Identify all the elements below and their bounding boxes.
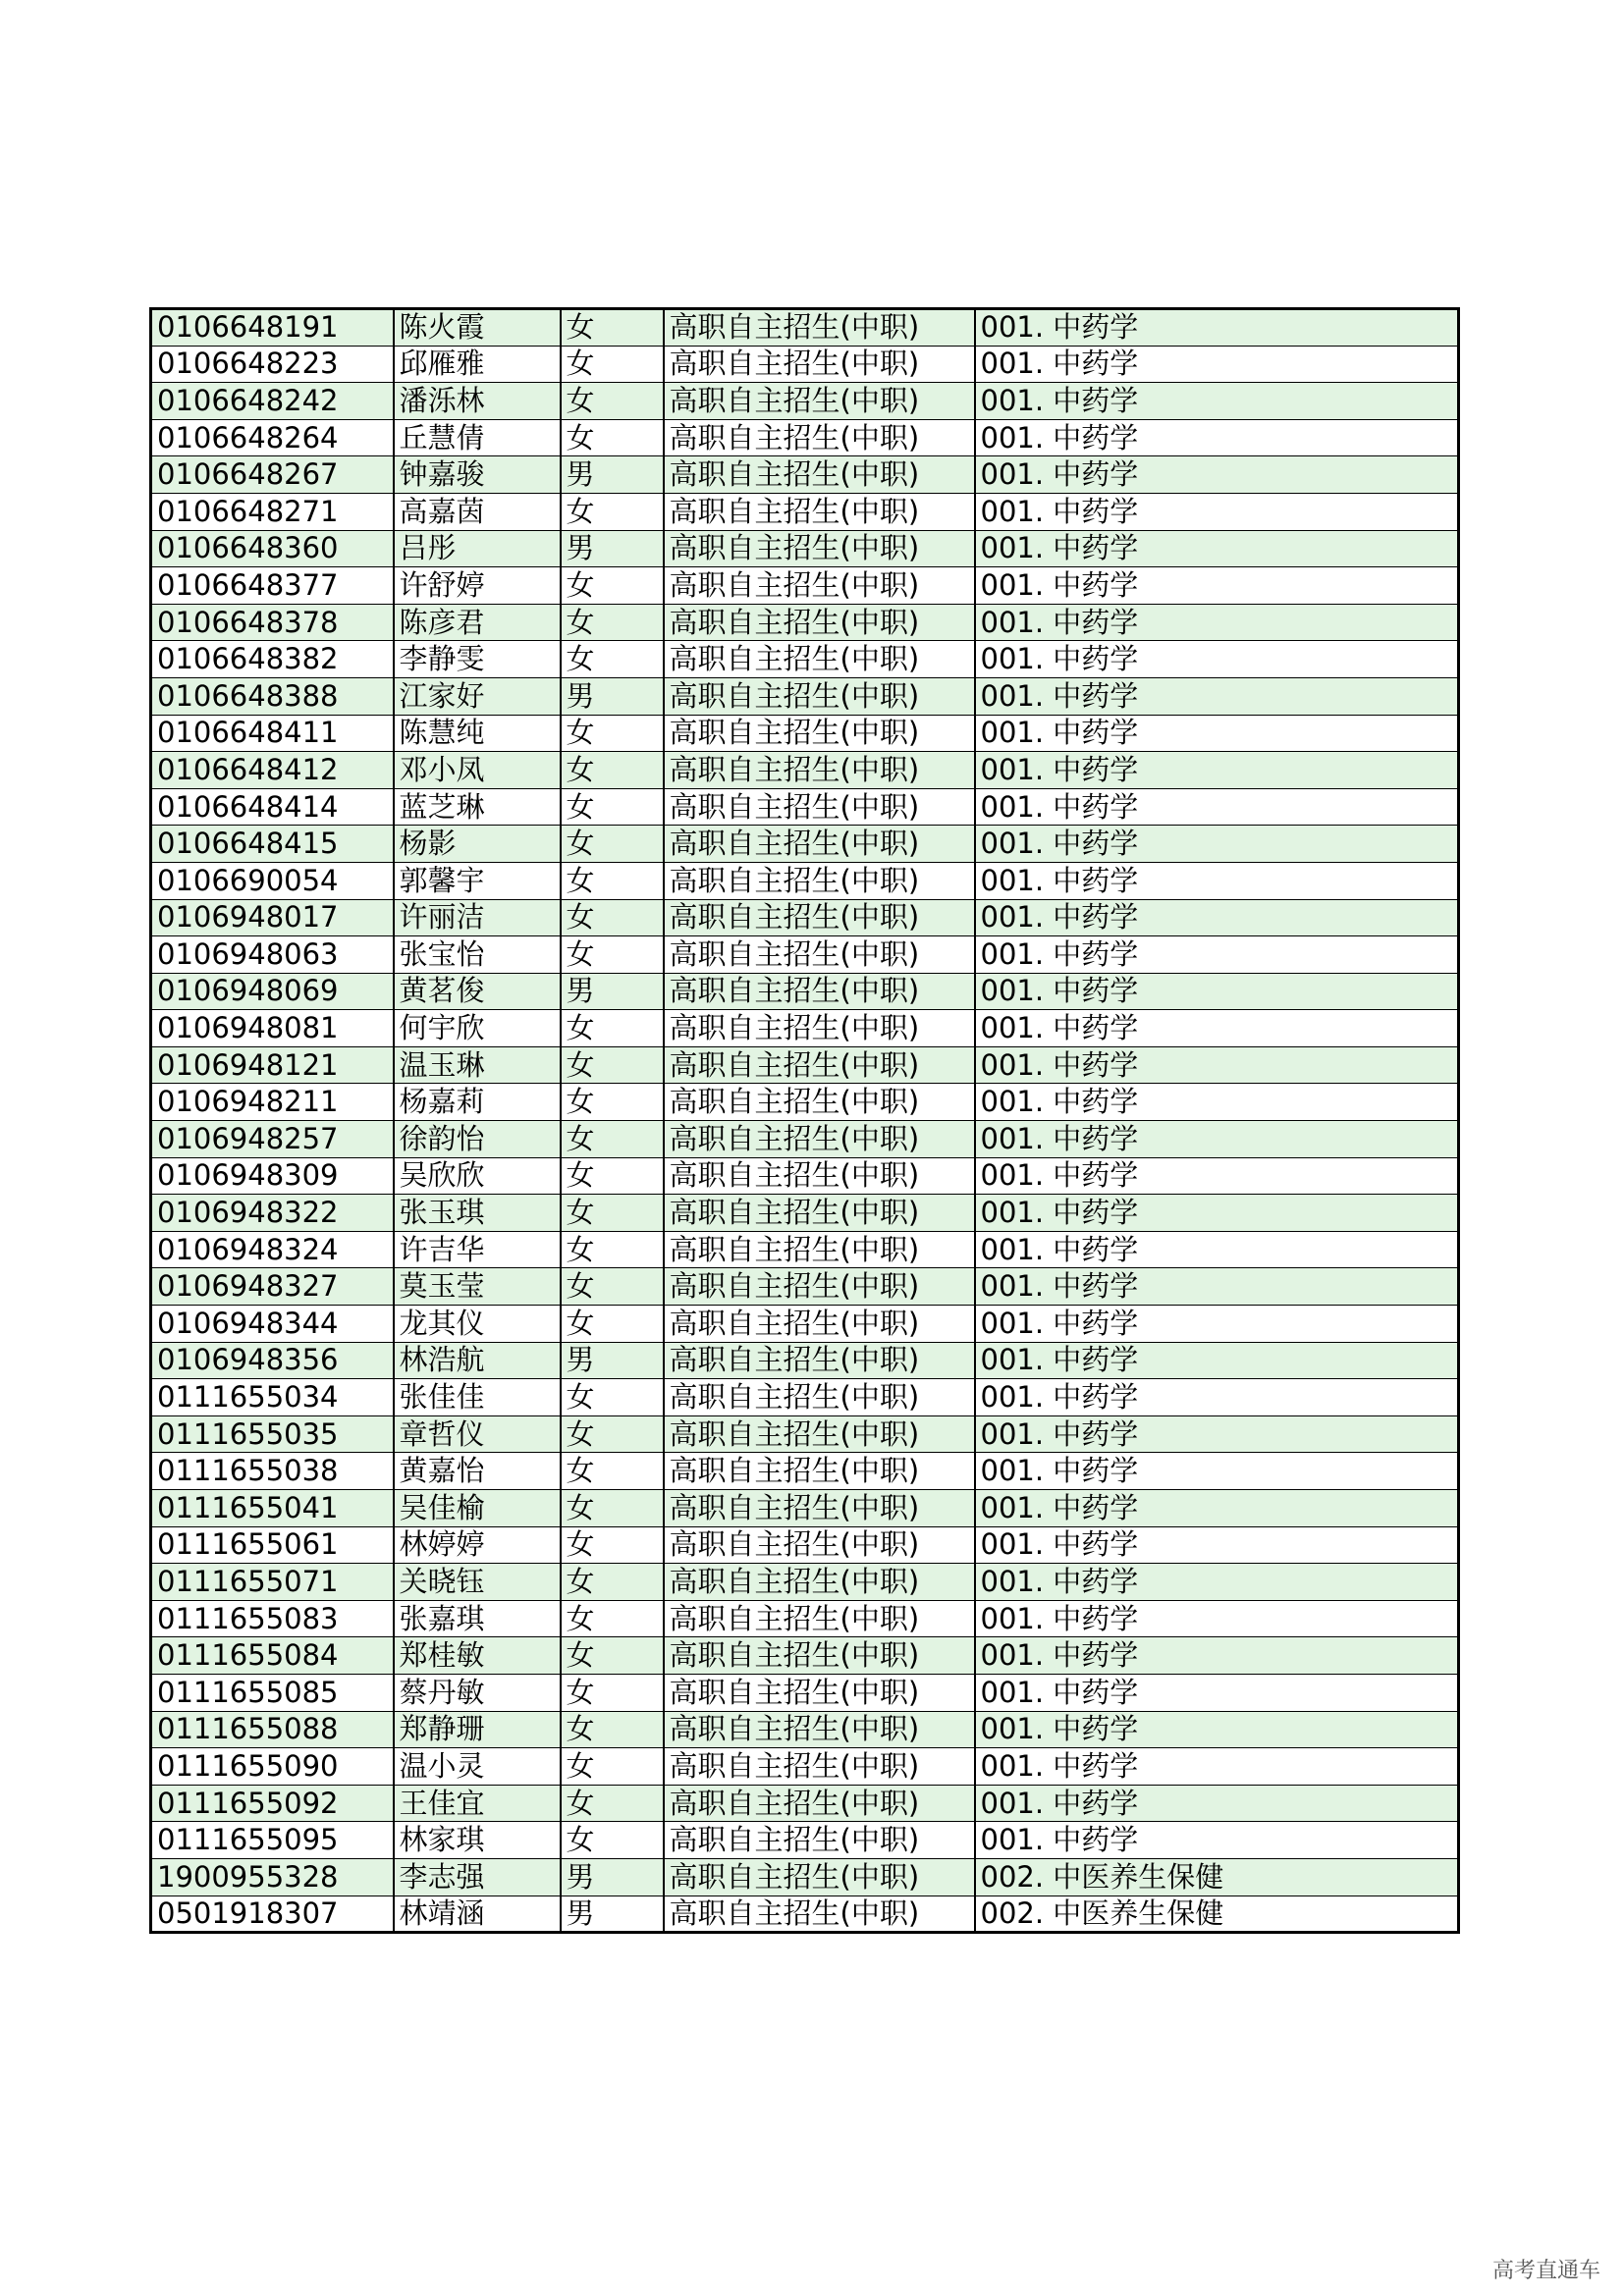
student-name-cell: 蓝芝琳	[394, 788, 561, 826]
table-row	[151, 1453, 1459, 1490]
student-name-cell: 何宇欣	[394, 1010, 561, 1047]
admission-type-cell: 高职自主招生(中职)	[664, 677, 975, 715]
admission-type-cell: 高职自主招生(中职)	[664, 1896, 975, 1933]
student-name-cell: 杨影	[394, 826, 561, 863]
student-id-cell: 0106948069	[151, 973, 394, 1010]
admission-type-cell: 高职自主招生(中职)	[664, 1785, 975, 1822]
admission-type-cell: 高职自主招生(中职)	[664, 1306, 975, 1343]
table-row	[151, 1600, 1459, 1637]
table-row	[151, 1415, 1459, 1453]
major-cell: 001. 中药学	[975, 1195, 1459, 1232]
student-id-cell: 0111655035	[151, 1415, 394, 1453]
major-cell: 002. 中医养生保健	[975, 1896, 1459, 1933]
admission-type-cell: 高职自主招生(中职)	[664, 1600, 975, 1637]
table-row	[151, 1046, 1459, 1084]
student-name-cell: 吴佳榆	[394, 1490, 561, 1527]
admission-type-cell: 高职自主招生(中职)	[664, 1748, 975, 1786]
student-id-cell: 0106648377	[151, 567, 394, 605]
admission-type-cell: 高职自主招生(中职)	[664, 1010, 975, 1047]
major-cell: 001. 中药学	[975, 567, 1459, 605]
student-name-cell: 杨嘉莉	[394, 1084, 561, 1121]
student-name-cell: 吴欣欣	[394, 1157, 561, 1195]
student-id-cell: 0106648267	[151, 456, 394, 494]
student-name-cell: 许舒婷	[394, 567, 561, 605]
admission-type-cell: 高职自主招生(中职)	[664, 752, 975, 789]
major-cell: 001. 中药学	[975, 1306, 1459, 1343]
gender-cell: 女	[561, 604, 664, 641]
gender-cell: 女	[561, 1415, 664, 1453]
gender-cell: 女	[561, 1564, 664, 1601]
admission-type-cell: 高职自主招生(中职)	[664, 1711, 975, 1748]
gender-cell: 女	[561, 383, 664, 420]
admission-type-cell: 高职自主招生(中职)	[664, 346, 975, 383]
gender-cell: 女	[561, 1785, 664, 1822]
gender-cell: 女	[561, 346, 664, 383]
student-id-cell: 0106948211	[151, 1084, 394, 1121]
gender-cell: 女	[561, 862, 664, 899]
gender-cell: 女	[561, 899, 664, 936]
admission-type-cell: 高职自主招生(中职)	[664, 1379, 975, 1416]
student-name-cell: 陈火霞	[394, 309, 561, 347]
student-name-cell: 张佳佳	[394, 1379, 561, 1416]
gender-cell: 女	[561, 715, 664, 752]
student-id-cell: 0106948322	[151, 1195, 394, 1232]
major-cell: 001. 中药学	[975, 346, 1459, 383]
student-name-cell: 黄嘉怡	[394, 1453, 561, 1490]
table-row	[151, 1342, 1459, 1379]
student-id-cell: 0106948257	[151, 1121, 394, 1158]
table-row	[151, 309, 1459, 347]
major-cell: 001. 中药学	[975, 1490, 1459, 1527]
table-row	[151, 677, 1459, 715]
student-id-cell: 0106648191	[151, 309, 394, 347]
student-name-cell: 高嘉茵	[394, 493, 561, 530]
admission-type-cell: 高职自主招生(中职)	[664, 1637, 975, 1675]
student-name-cell: 林浩航	[394, 1342, 561, 1379]
student-name-cell: 温小灵	[394, 1748, 561, 1786]
gender-cell: 女	[561, 1195, 664, 1232]
student-id-cell: 0106948309	[151, 1157, 394, 1195]
student-id-cell: 0106948327	[151, 1268, 394, 1306]
major-cell: 001. 中药学	[975, 752, 1459, 789]
student-id-cell: 0106648412	[151, 752, 394, 789]
student-name-cell: 林靖涵	[394, 1896, 561, 1933]
major-cell: 001. 中药学	[975, 604, 1459, 641]
table-row	[151, 383, 1459, 420]
student-id-cell: 0111655071	[151, 1564, 394, 1601]
admission-type-cell: 高职自主招生(中职)	[664, 1157, 975, 1195]
student-id-cell: 0111655038	[151, 1453, 394, 1490]
gender-cell: 男	[561, 456, 664, 494]
major-cell: 001. 中药学	[975, 530, 1459, 567]
table-row	[151, 1785, 1459, 1822]
gender-cell: 女	[561, 1453, 664, 1490]
student-name-cell: 许吉华	[394, 1231, 561, 1268]
gender-cell: 女	[561, 419, 664, 456]
gender-cell: 男	[561, 1342, 664, 1379]
admission-type-cell: 高职自主招生(中职)	[664, 641, 975, 678]
admission-type-cell: 高职自主招生(中职)	[664, 1415, 975, 1453]
major-cell: 001. 中药学	[975, 788, 1459, 826]
student-id-cell: 0111655092	[151, 1785, 394, 1822]
student-id-cell: 0106690054	[151, 862, 394, 899]
student-name-cell: 吕彤	[394, 530, 561, 567]
major-cell: 001. 中药学	[975, 1564, 1459, 1601]
student-name-cell: 陈彦君	[394, 604, 561, 641]
major-cell: 001. 中药学	[975, 973, 1459, 1010]
gender-cell: 女	[561, 936, 664, 974]
student-name-cell: 张玉琪	[394, 1195, 561, 1232]
major-cell: 001. 中药学	[975, 1010, 1459, 1047]
gender-cell: 女	[561, 1231, 664, 1268]
student-name-cell: 林婷婷	[394, 1526, 561, 1564]
admission-roster-table	[149, 307, 1460, 1934]
major-cell: 001. 中药学	[975, 641, 1459, 678]
student-name-cell: 郑静珊	[394, 1711, 561, 1748]
gender-cell: 女	[561, 1121, 664, 1158]
student-id-cell: 0106648242	[151, 383, 394, 420]
gender-cell: 女	[561, 1822, 664, 1859]
major-cell: 001. 中药学	[975, 1231, 1459, 1268]
admission-type-cell: 高职自主招生(中职)	[664, 1490, 975, 1527]
admission-type-cell: 高职自主招生(中职)	[664, 1822, 975, 1859]
major-cell: 001. 中药学	[975, 677, 1459, 715]
admission-type-cell: 高职自主招生(中职)	[664, 1564, 975, 1601]
student-id-cell: 0106648271	[151, 493, 394, 530]
table-row	[151, 715, 1459, 752]
major-cell: 001. 中药学	[975, 1637, 1459, 1675]
table-row	[151, 936, 1459, 974]
major-cell: 001. 中药学	[975, 862, 1459, 899]
gender-cell: 女	[561, 752, 664, 789]
admission-type-cell: 高职自主招生(中职)	[664, 1858, 975, 1896]
major-cell: 001. 中药学	[975, 1121, 1459, 1158]
table-row	[151, 1674, 1459, 1711]
roster-body	[151, 309, 1459, 1933]
admission-type-cell: 高职自主招生(中职)	[664, 493, 975, 530]
gender-cell: 女	[561, 1490, 664, 1527]
gender-cell: 女	[561, 1526, 664, 1564]
major-cell: 001. 中药学	[975, 1415, 1459, 1453]
table-row	[151, 1748, 1459, 1786]
student-id-cell: 0106948081	[151, 1010, 394, 1047]
major-cell: 001. 中药学	[975, 309, 1459, 347]
student-id-cell: 0111655084	[151, 1637, 394, 1675]
admission-type-cell: 高职自主招生(中职)	[664, 1195, 975, 1232]
gender-cell: 女	[561, 309, 664, 347]
admission-type-cell: 高职自主招生(中职)	[664, 936, 975, 974]
admission-type-cell: 高职自主招生(中职)	[664, 1674, 975, 1711]
student-name-cell: 蔡丹敏	[394, 1674, 561, 1711]
student-id-cell: 0111655088	[151, 1711, 394, 1748]
student-id-cell: 0106948017	[151, 899, 394, 936]
admission-type-cell: 高职自主招生(中职)	[664, 604, 975, 641]
table-row	[151, 530, 1459, 567]
table-row	[151, 1157, 1459, 1195]
table-row	[151, 604, 1459, 641]
student-name-cell: 陈慧纯	[394, 715, 561, 752]
student-name-cell: 温玉琳	[394, 1046, 561, 1084]
major-cell: 001. 中药学	[975, 383, 1459, 420]
student-name-cell: 丘慧倩	[394, 419, 561, 456]
admission-type-cell: 高职自主招生(中职)	[664, 1231, 975, 1268]
major-cell: 001. 中药学	[975, 826, 1459, 863]
major-cell: 001. 中药学	[975, 1748, 1459, 1786]
table-row	[151, 567, 1459, 605]
student-name-cell: 郑桂敏	[394, 1637, 561, 1675]
gender-cell: 女	[561, 1600, 664, 1637]
student-name-cell: 邓小凤	[394, 752, 561, 789]
admission-type-cell: 高职自主招生(中职)	[664, 567, 975, 605]
student-id-cell: 0106948063	[151, 936, 394, 974]
major-cell: 001. 中药学	[975, 936, 1459, 974]
gender-cell: 男	[561, 677, 664, 715]
student-id-cell: 0106648414	[151, 788, 394, 826]
admission-type-cell: 高职自主招生(中职)	[664, 862, 975, 899]
admission-type-cell: 高职自主招生(中职)	[664, 1084, 975, 1121]
student-id-cell: 0106948121	[151, 1046, 394, 1084]
student-name-cell: 钟嘉骏	[394, 456, 561, 494]
major-cell: 001. 中药学	[975, 1084, 1459, 1121]
admission-type-cell: 高职自主招生(中职)	[664, 1526, 975, 1564]
major-cell: 001. 中药学	[975, 493, 1459, 530]
student-id-cell: 0106648264	[151, 419, 394, 456]
watermark-text: 高考直通车	[1491, 2259, 1600, 2283]
major-cell: 001. 中药学	[975, 1157, 1459, 1195]
student-id-cell: 0106648388	[151, 677, 394, 715]
gender-cell: 女	[561, 1711, 664, 1748]
major-cell: 001. 中药学	[975, 1822, 1459, 1859]
student-id-cell: 0106648223	[151, 346, 394, 383]
table-row	[151, 1195, 1459, 1232]
table-row	[151, 456, 1459, 494]
admission-type-cell: 高职自主招生(中职)	[664, 309, 975, 347]
student-id-cell: 0111655034	[151, 1379, 394, 1416]
table-row	[151, 419, 1459, 456]
student-id-cell: 0106648415	[151, 826, 394, 863]
table-row	[151, 1268, 1459, 1306]
table-row	[151, 1896, 1459, 1933]
student-name-cell: 莫玉莹	[394, 1268, 561, 1306]
gender-cell: 女	[561, 788, 664, 826]
gender-cell: 男	[561, 530, 664, 567]
admission-type-cell: 高职自主招生(中职)	[664, 1453, 975, 1490]
admission-type-cell: 高职自主招生(中职)	[664, 1268, 975, 1306]
table-row	[151, 1084, 1459, 1121]
student-id-cell: 0111655085	[151, 1674, 394, 1711]
table-row	[151, 346, 1459, 383]
student-name-cell: 郭馨宇	[394, 862, 561, 899]
major-cell: 001. 中药学	[975, 1674, 1459, 1711]
student-name-cell: 李静雯	[394, 641, 561, 678]
student-id-cell: 0111655083	[151, 1600, 394, 1637]
major-cell: 001. 中药学	[975, 1453, 1459, 1490]
table-row	[151, 899, 1459, 936]
student-name-cell: 邱雁雅	[394, 346, 561, 383]
table-row	[151, 752, 1459, 789]
admission-type-cell: 高职自主招生(中职)	[664, 788, 975, 826]
student-name-cell: 徐韵怡	[394, 1121, 561, 1158]
major-cell: 001. 中药学	[975, 1046, 1459, 1084]
major-cell: 001. 中药学	[975, 456, 1459, 494]
gender-cell: 女	[561, 1084, 664, 1121]
admission-type-cell: 高职自主招生(中职)	[664, 456, 975, 494]
student-id-cell: 0106648382	[151, 641, 394, 678]
student-name-cell: 潘泺林	[394, 383, 561, 420]
admission-type-cell: 高职自主招生(中职)	[664, 899, 975, 936]
table-row	[151, 862, 1459, 899]
admission-type-cell: 高职自主招生(中职)	[664, 973, 975, 1010]
major-cell: 001. 中药学	[975, 1785, 1459, 1822]
major-cell: 001. 中药学	[975, 1379, 1459, 1416]
student-id-cell: 0106648378	[151, 604, 394, 641]
student-id-cell: 0111655041	[151, 1490, 394, 1527]
student-id-cell: 0111655090	[151, 1748, 394, 1786]
gender-cell: 女	[561, 1268, 664, 1306]
table-row	[151, 1526, 1459, 1564]
table-row	[151, 1858, 1459, 1896]
major-cell: 001. 中药学	[975, 1268, 1459, 1306]
gender-cell: 女	[561, 1637, 664, 1675]
student-id-cell: 0106648360	[151, 530, 394, 567]
table-row	[151, 826, 1459, 863]
admission-type-cell: 高职自主招生(中职)	[664, 530, 975, 567]
student-name-cell: 王佳宜	[394, 1785, 561, 1822]
student-id-cell: 0501918307	[151, 1896, 394, 1933]
gender-cell: 女	[561, 1748, 664, 1786]
major-cell: 001. 中药学	[975, 419, 1459, 456]
student-id-cell: 0111655095	[151, 1822, 394, 1859]
table-row	[151, 1121, 1459, 1158]
admission-type-cell: 高职自主招生(中职)	[664, 715, 975, 752]
student-name-cell: 许丽洁	[394, 899, 561, 936]
major-cell: 002. 中医养生保健	[975, 1858, 1459, 1896]
student-name-cell: 张嘉琪	[394, 1600, 561, 1637]
table-row	[151, 973, 1459, 1010]
gender-cell: 女	[561, 1674, 664, 1711]
gender-cell: 女	[561, 1046, 664, 1084]
admission-type-cell: 高职自主招生(中职)	[664, 419, 975, 456]
student-id-cell: 0106948356	[151, 1342, 394, 1379]
student-name-cell: 张宝怡	[394, 936, 561, 974]
student-name-cell: 李志强	[394, 1858, 561, 1896]
gender-cell: 女	[561, 1010, 664, 1047]
table-row	[151, 1711, 1459, 1748]
table-row	[151, 1010, 1459, 1047]
student-id-cell: 0106648411	[151, 715, 394, 752]
student-name-cell: 黄茗俊	[394, 973, 561, 1010]
admission-type-cell: 高职自主招生(中职)	[664, 1342, 975, 1379]
gender-cell: 女	[561, 493, 664, 530]
table-row	[151, 1306, 1459, 1343]
student-id-cell: 0106948344	[151, 1306, 394, 1343]
major-cell: 001. 中药学	[975, 1711, 1459, 1748]
major-cell: 001. 中药学	[975, 899, 1459, 936]
admission-type-cell: 高职自主招生(中职)	[664, 1046, 975, 1084]
student-id-cell: 0111655061	[151, 1526, 394, 1564]
gender-cell: 女	[561, 826, 664, 863]
table-row	[151, 1231, 1459, 1268]
gender-cell: 女	[561, 1306, 664, 1343]
gender-cell: 女	[561, 1157, 664, 1195]
student-name-cell: 林家琪	[394, 1822, 561, 1859]
table-row	[151, 1822, 1459, 1859]
student-name-cell: 龙其仪	[394, 1306, 561, 1343]
table-row	[151, 1564, 1459, 1601]
major-cell: 001. 中药学	[975, 1600, 1459, 1637]
gender-cell: 女	[561, 1379, 664, 1416]
admission-type-cell: 高职自主招生(中职)	[664, 1121, 975, 1158]
student-name-cell: 章哲仪	[394, 1415, 561, 1453]
gender-cell: 女	[561, 641, 664, 678]
major-cell: 001. 中药学	[975, 1526, 1459, 1564]
student-name-cell: 江家好	[394, 677, 561, 715]
gender-cell: 女	[561, 567, 664, 605]
admission-type-cell: 高职自主招生(中职)	[664, 383, 975, 420]
student-id-cell: 0106948324	[151, 1231, 394, 1268]
table-row	[151, 1637, 1459, 1675]
major-cell: 001. 中药学	[975, 1342, 1459, 1379]
admission-type-cell: 高职自主招生(中职)	[664, 826, 975, 863]
table-row	[151, 641, 1459, 678]
student-name-cell: 关晓钰	[394, 1564, 561, 1601]
gender-cell: 男	[561, 1896, 664, 1933]
student-id-cell: 1900955328	[151, 1858, 394, 1896]
table-row	[151, 1490, 1459, 1527]
gender-cell: 男	[561, 973, 664, 1010]
table-row	[151, 493, 1459, 530]
table-row	[151, 1379, 1459, 1416]
table-row	[151, 788, 1459, 826]
gender-cell: 男	[561, 1858, 664, 1896]
major-cell: 001. 中药学	[975, 715, 1459, 752]
